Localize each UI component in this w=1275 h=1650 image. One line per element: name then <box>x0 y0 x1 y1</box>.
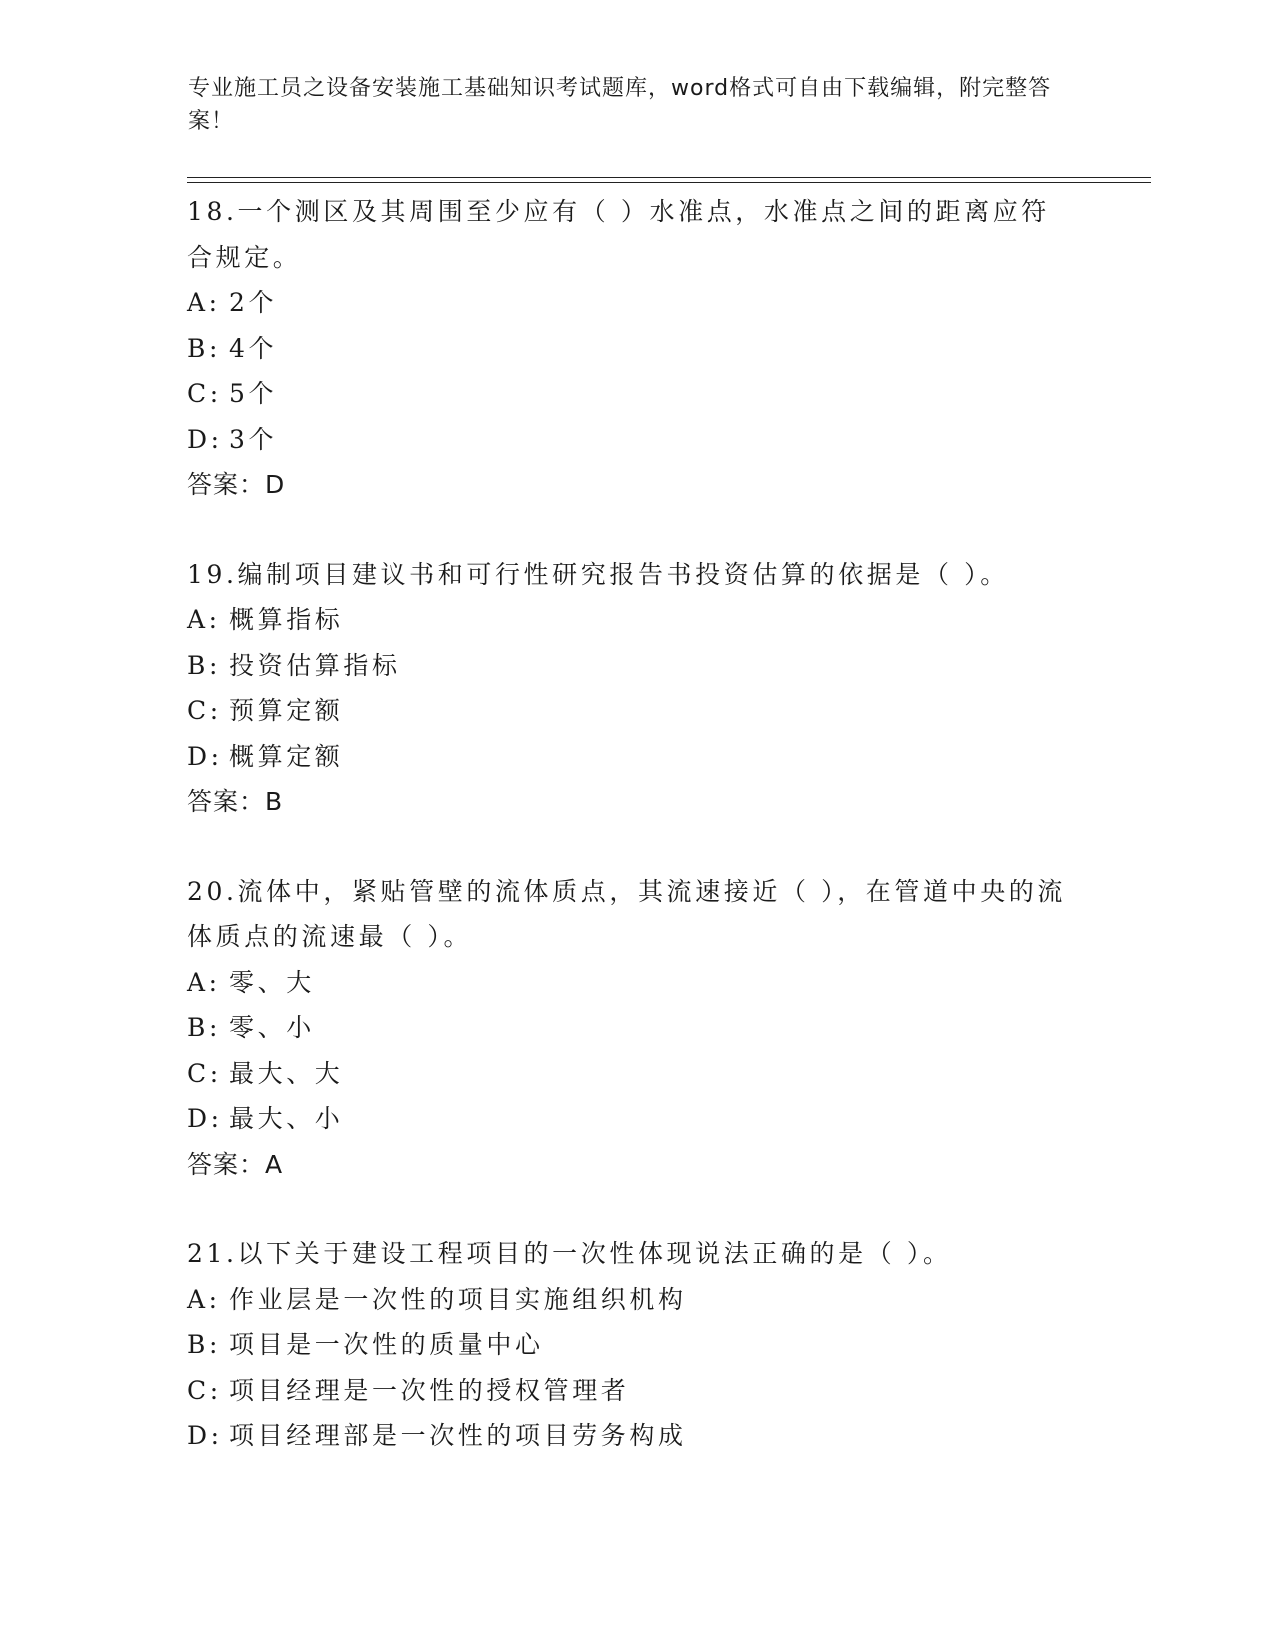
option-text: 项目经理是一次性的授权管理者 <box>229 1375 630 1405</box>
question-stem: 20.流体中，紧贴管壁的流体质点，其流速接近（ ），在管道中央的流体质点的流速最（ ）。 <box>187 876 1067 951</box>
option-text: 最大、大 <box>229 1058 344 1088</box>
option-letter: D: <box>187 1104 223 1133</box>
option-a <box>187 597 1087 643</box>
option-letter: C: <box>187 696 222 725</box>
option-d <box>187 734 1087 780</box>
option-letter: B: <box>187 1013 221 1042</box>
option-c <box>187 371 1087 417</box>
option-letter: A: <box>187 288 221 317</box>
option-letter: A: <box>187 967 221 997</box>
answer: 答案：B <box>187 787 284 816</box>
question-19 <box>187 552 1087 825</box>
option-text: 2个 <box>229 288 278 317</box>
question-stem: 18.一个测区及其周围至少应有（ ）水准点，水准点之间的距离应符合规定。 <box>187 197 1050 272</box>
question-list <box>187 189 1087 1503</box>
document-header: 专业施工员之设备安装施工基础知识考试题库，word格式可自由下载编辑，附完整答案！ <box>188 76 1052 134</box>
option-d <box>187 1413 1087 1459</box>
option-text: 概算定额 <box>229 741 344 771</box>
question-21 <box>187 1231 1087 1459</box>
option-a <box>187 960 1087 1006</box>
option-b <box>187 643 1087 689</box>
option-text: 5个 <box>229 379 278 408</box>
option-c <box>187 688 1087 734</box>
option-letter: B: <box>187 1330 221 1359</box>
option-b <box>187 1005 1087 1051</box>
answer: 答案：D <box>187 470 286 499</box>
header-divider-top <box>187 177 1151 178</box>
option-text: 3个 <box>229 424 278 454</box>
option-text: 项目经理部是一次性的项目劳务构成 <box>229 1421 687 1450</box>
question-stem: 21.以下关于建设工程项目的一次性体现说法正确的是（ ）。 <box>187 1239 952 1268</box>
option-letter: C: <box>187 379 222 408</box>
option-a <box>187 280 1087 326</box>
option-b <box>187 1322 1087 1368</box>
option-text: 投资估算指标 <box>229 650 401 680</box>
question-20 <box>187 869 1087 1188</box>
option-text: 最大、小 <box>229 1104 344 1133</box>
option-text: 预算定额 <box>229 696 344 725</box>
option-letter: D: <box>187 741 223 771</box>
option-letter: C: <box>187 1058 222 1088</box>
option-text: 4个 <box>229 333 278 363</box>
answer: 答案：A <box>187 1149 284 1179</box>
option-letter: D: <box>187 1421 223 1450</box>
option-text: 概算指标 <box>229 605 344 634</box>
option-c <box>187 1368 1087 1414</box>
option-a <box>187 1277 1087 1323</box>
option-d <box>187 417 1087 463</box>
question-18 <box>187 189 1087 508</box>
option-text: 零、大 <box>229 967 315 997</box>
option-letter: A: <box>187 1284 221 1314</box>
option-b <box>187 326 1087 372</box>
option-letter: C: <box>187 1375 222 1405</box>
question-stem: 19.编制项目建议书和可行性研究报告书投资估算的依据是（ ）。 <box>187 559 1009 589</box>
option-text: 零、小 <box>229 1013 315 1042</box>
option-letter: B: <box>187 650 221 680</box>
option-text: 项目是一次性的质量中心 <box>229 1330 544 1359</box>
option-letter: B: <box>187 333 221 363</box>
option-text: 作业层是一次性的项目实施组织机构 <box>229 1284 687 1314</box>
option-letter: D: <box>187 424 223 454</box>
option-letter: A: <box>187 605 221 634</box>
option-c <box>187 1051 1087 1097</box>
option-d <box>187 1096 1087 1142</box>
header-divider-bottom <box>187 182 1151 183</box>
